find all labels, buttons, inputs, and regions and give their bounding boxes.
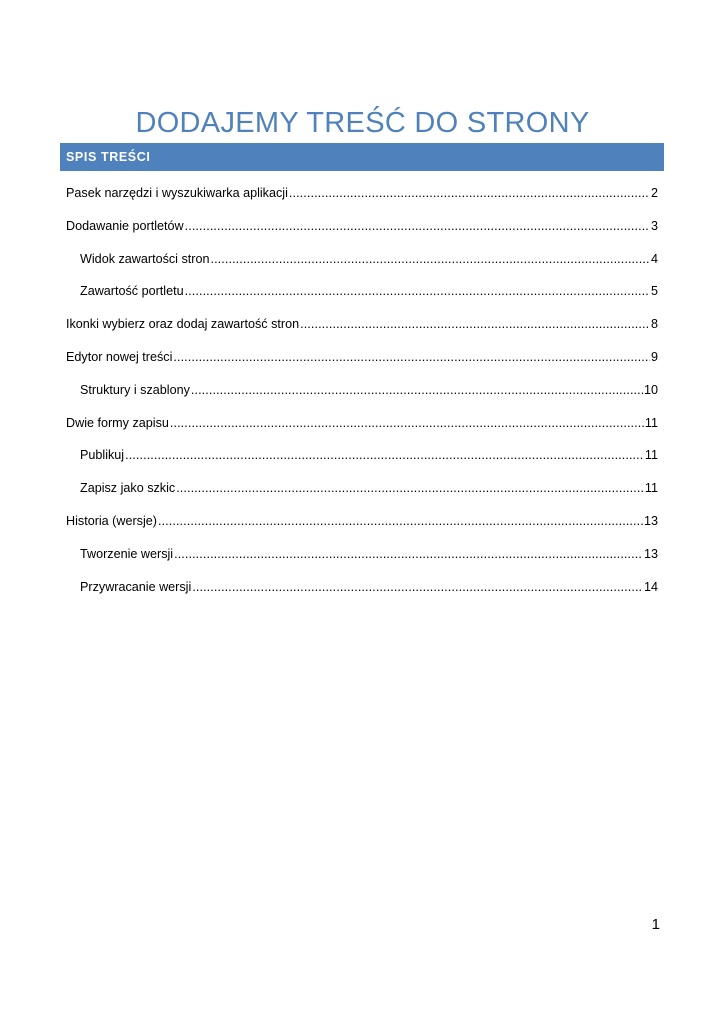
toc-entry-page: 11	[644, 481, 658, 496]
toc-entry[interactable]	[66, 347, 658, 380]
toc-entry[interactable]	[66, 314, 658, 347]
document-title: DODAJEMY TREŚĆ DO STRONY	[135, 107, 590, 140]
toc-entry-label: Ikonki wybierz oraz dodaj zawartość stron	[66, 317, 300, 332]
toc-entry-page: 2	[650, 186, 658, 200]
toc-entry[interactable]	[66, 281, 658, 314]
toc-entry-page: 4	[650, 251, 658, 266]
toc-dot-leader	[176, 478, 644, 498]
toc-entry-page: 3	[650, 218, 658, 233]
toc-entry-page: 9	[650, 349, 658, 364]
toc-dot-leader	[289, 183, 650, 203]
toc-entry-label: Widok zawartości stron	[80, 251, 210, 266]
toc-entry-label: Struktury i szablony	[80, 382, 190, 397]
toc-entry[interactable]	[66, 445, 658, 478]
toc-entry[interactable]	[66, 183, 658, 216]
toc-entry[interactable]	[66, 216, 658, 249]
toc-dot-leader	[191, 380, 643, 400]
toc-dot-leader	[185, 216, 650, 236]
toc-dot-leader	[210, 249, 650, 269]
toc-dot-leader	[170, 413, 644, 433]
toc-entry-label: Przywracanie wersji	[80, 579, 192, 594]
table-of-contents	[66, 183, 658, 609]
toc-entry-label: Pasek narzędzi i wyszukiwarka aplikacji	[66, 186, 288, 200]
toc-entry-page: 10	[643, 382, 658, 397]
toc-dot-leader	[158, 511, 643, 531]
toc-dot-leader	[174, 544, 643, 564]
toc-dot-leader	[300, 314, 650, 334]
toc-entry-page: 5	[650, 284, 658, 299]
toc-heading: SPIS TREŚCI	[60, 143, 664, 171]
toc-entry-label: Tworzenie wersji	[80, 546, 174, 561]
toc-entry-page: 11	[644, 448, 658, 463]
toc-entry[interactable]	[66, 511, 658, 544]
toc-entry-label: Historia (wersje)	[66, 513, 157, 528]
toc-entry-page: 11	[644, 415, 658, 430]
toc-dot-leader	[125, 445, 644, 465]
toc-entry-page: 13	[643, 546, 658, 561]
toc-dot-leader	[173, 347, 650, 367]
toc-entry-page: 8	[650, 317, 658, 332]
toc-entry-page: 13	[643, 513, 658, 528]
toc-entry[interactable]	[66, 478, 658, 511]
toc-entry-label: Zapisz jako szkic	[80, 481, 176, 496]
toc-entry[interactable]	[66, 413, 658, 446]
toc-entry-label: Dodawanie portletów	[66, 218, 184, 233]
toc-entry-label: Zawartość portletu	[80, 284, 184, 299]
toc-entry-label: Publikuj	[80, 448, 125, 463]
toc-dot-leader	[185, 281, 650, 301]
toc-dot-leader	[192, 577, 643, 597]
toc-entry[interactable]	[66, 544, 658, 577]
page-number: 1	[651, 916, 660, 933]
toc-entry[interactable]	[66, 380, 658, 413]
toc-entry[interactable]	[66, 249, 658, 282]
toc-entry-label: Dwie formy zapisu	[66, 415, 169, 430]
toc-entry-page: 14	[643, 579, 658, 594]
toc-entry[interactable]	[66, 577, 658, 610]
toc-entry-label: Edytor nowej treści	[66, 349, 173, 364]
